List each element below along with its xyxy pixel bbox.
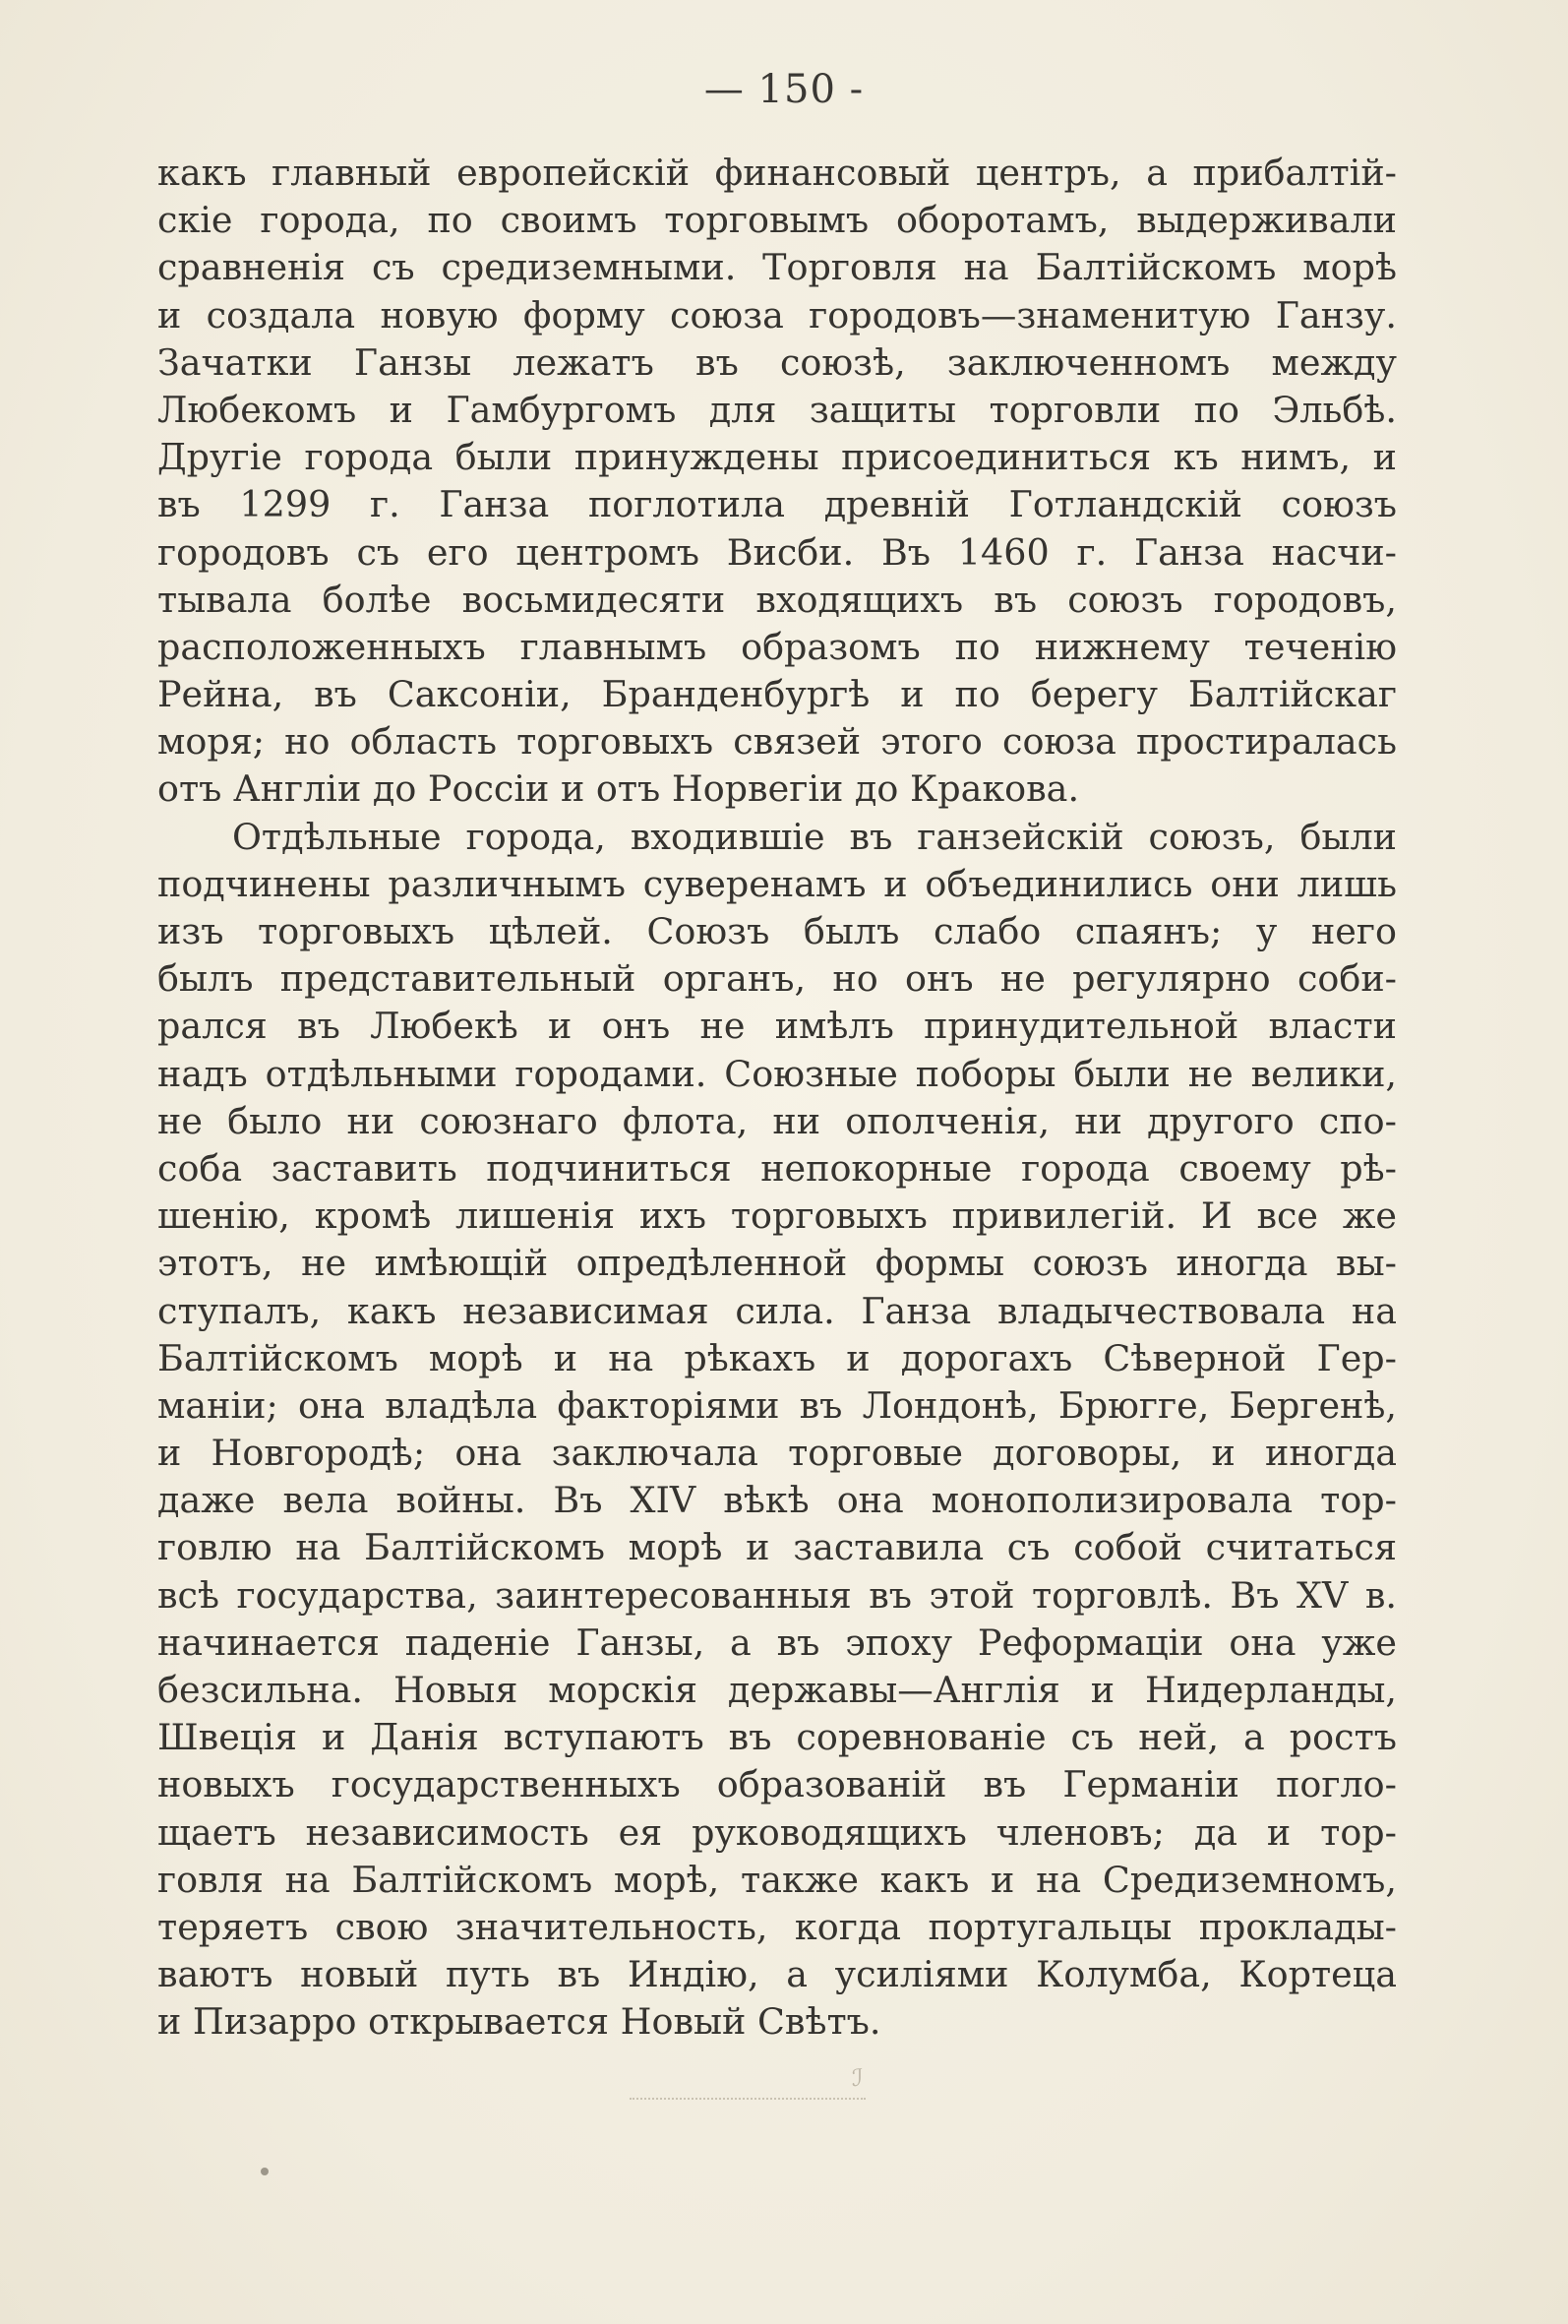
paragraph	[157, 814, 1397, 2047]
footer-decoration	[630, 2088, 866, 2100]
text-line: сравненія съ средиземными. Торговля на Балтійскомъ морѣ	[157, 246, 1397, 289]
text-line: какъ главный европейскій финансовый центръ, а прибалтій-	[157, 152, 1397, 194]
text-line: отъ Англіи до Россіи и отъ Норвегіи до Кракова.	[157, 767, 1080, 811]
text-line: въ 1299 г. Ганза поглотила древній Готландскій союзъ	[157, 483, 1397, 526]
text-line: надъ отдѣльными городами. Союзные поборы были не велики,	[157, 1052, 1397, 1095]
text-line: скіе города, по своимъ торговымъ оборотамъ, выдерживали	[157, 199, 1397, 242]
text-line: безсильна. Новыя морскія державы—Англія и Нидерланды,	[157, 1669, 1397, 1711]
text-line: подчинены различнымъ суверенамъ и объединились они лишь	[157, 862, 1397, 905]
text-line: Швеція и Данія вступаютъ въ соревнованіе съ ней, а ростъ	[157, 1716, 1397, 1759]
text-line: не было ни союзнаго флота, ни ополченія, ни другого спо-	[157, 1099, 1397, 1142]
page-number: — 150 -	[703, 67, 865, 112]
text-line: Другіе города были принуждены присоединиться къ нимъ, и	[157, 436, 1397, 479]
text-line: этотъ, не имѣющій опредѣленной формы союзъ иногда вы-	[157, 1242, 1397, 1285]
text-line: и создала новую форму союза городовъ—знаменитую Ганзу.	[157, 293, 1397, 336]
text-line: и Новгородѣ; она заключала торговые договоры, и иногда	[157, 1432, 1397, 1475]
text-line: изъ торговыхъ цѣлей. Союзъ былъ слабо спаянъ; у него	[157, 910, 1397, 952]
text-line: расположенныхъ главнымъ образомъ по нижнему теченію	[157, 625, 1397, 668]
text-line: маніи; она владѣла факторіями въ Лондонѣ, Брюгге, Бергенѣ,	[157, 1383, 1397, 1427]
footer-mark-glyph: ℐ	[852, 2064, 864, 2092]
text-line: и Пизарро открывается Новый Свѣтъ.	[157, 2000, 881, 2044]
text-line: былъ представительный органъ, но онъ не регулярно соби-	[157, 957, 1397, 1001]
text-line: даже вела войны. Въ XIV вѣкѣ она монополизировала тор-	[157, 1479, 1397, 1522]
ink-spot	[261, 2168, 269, 2175]
text-line: тывала болѣе восьмидесяти входящихъ въ союзъ городовъ,	[157, 578, 1397, 621]
text-line: моря; но область торговыхъ связей этого союза простиралась	[157, 720, 1397, 764]
text-line: Балтійскомъ морѣ и на рѣкахъ и дорогахъ Сѣверной Гер-	[157, 1336, 1397, 1379]
paragraph	[157, 150, 1397, 814]
text-line: городовъ съ его центромъ Висби. Въ 1460 г. Ганза насчи-	[157, 530, 1397, 574]
text-line: шенію, кромѣ лишенія ихъ торговыхъ привилегій. И все же	[157, 1194, 1397, 1238]
text-line: Зачатки Ганзы лежатъ въ союзѣ, заключенномъ между	[157, 340, 1397, 384]
body-text	[157, 150, 1397, 2047]
text-line: Отдѣльные города, входившіе въ ганзейскій союзъ, были	[232, 815, 1397, 858]
text-line: рался въ Любекѣ и онъ не имѣлъ принудительной власти	[157, 1005, 1397, 1048]
text-line: говлю на Балтійскомъ морѣ и заставила съ собой считаться	[157, 1526, 1397, 1569]
text-line: теряетъ свою значительность, когда португальцы проклады-	[157, 1905, 1397, 1948]
text-line: начинается паденіе Ганзы, а въ эпоху Реформаціи она уже	[157, 1621, 1397, 1664]
text-line: говля на Балтійскомъ морѣ, также какъ и на Средиземномъ,	[157, 1858, 1397, 1901]
text-line: щаетъ независимость ея руководящихъ членовъ; да и тор-	[157, 1810, 1397, 1854]
text-line: ступалъ, какъ независимая сила. Ганза владычествовала на	[157, 1289, 1397, 1332]
text-line: ваютъ новый путь въ Индію, а усиліями Колумба, Кортеца	[157, 1953, 1397, 1996]
text-line: Рейна, въ Саксоніи, Бранденбургѣ и по берегу Балтійскаг	[157, 673, 1397, 716]
text-line: Любекомъ и Гамбургомъ для защиты торговли по Эльбѣ.	[157, 388, 1397, 431]
text-line: всѣ государства, заинтересованныя въ этой торговлѣ. Въ XV в.	[157, 1573, 1397, 1617]
text-line: новыхъ государственныхъ образованій въ Германіи погло-	[157, 1763, 1397, 1806]
text-line: соба заставить подчиниться непокорные города своему рѣ-	[157, 1146, 1397, 1190]
